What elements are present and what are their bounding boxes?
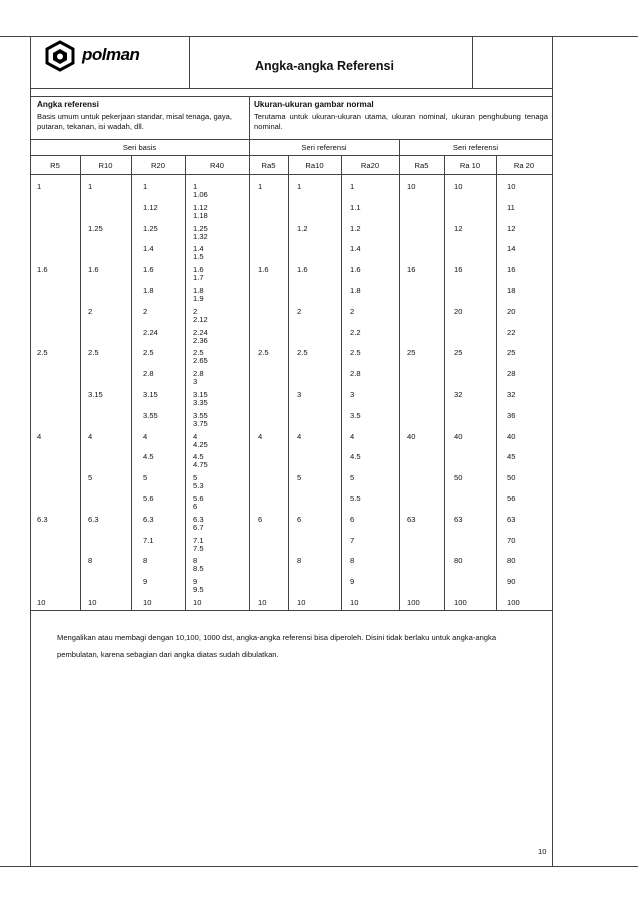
- cell-ra5: 1.6: [258, 265, 269, 275]
- cell-ra5b: 25: [407, 348, 416, 358]
- cell-ra20: 3.5: [350, 410, 361, 420]
- cell-r20: 4: [143, 431, 148, 441]
- cell-ra20b: 25: [507, 348, 516, 358]
- cell-r10: 4: [88, 431, 93, 441]
- cell-ra10: 4: [297, 431, 302, 441]
- cell-ra10b: 16: [454, 265, 463, 275]
- column-header-ra20: Ra20: [360, 161, 380, 170]
- cell-r20: 5.6: [143, 494, 154, 503]
- cell-r20: 9: [143, 577, 148, 587]
- cell-r10: 2.5: [88, 348, 99, 358]
- cell-r40: 4.5 4.75: [193, 452, 208, 470]
- cell-r10: 1: [88, 182, 93, 191]
- column-header-bottom: [30, 174, 552, 175]
- cell-ra20b: 100: [507, 598, 520, 607]
- cell-ra20b: 80: [507, 556, 516, 566]
- cell-r20: 4.5: [143, 452, 154, 462]
- cell-ra5: 10: [258, 598, 267, 607]
- col-divider-ra10: [341, 155, 342, 610]
- cell-r5: 10: [37, 598, 46, 607]
- col-divider-ra5: [288, 155, 289, 610]
- cell-ra20: 1.1: [350, 202, 361, 212]
- cell-r10: 8: [88, 556, 93, 566]
- cell-ra20: 6: [350, 514, 355, 524]
- cell-ra20b: 28: [507, 369, 516, 379]
- cell-r40: 7.1 7.5: [193, 535, 204, 553]
- cell-ra10: 3: [297, 390, 302, 399]
- column-header-r20: R20: [151, 161, 165, 170]
- cell-ra20b: 32: [507, 390, 516, 399]
- cell-ra20: 2: [350, 306, 355, 316]
- cell-ra10b: 25: [454, 348, 463, 358]
- cell-ra10: 1: [297, 182, 302, 191]
- column-header-r40: R40: [210, 161, 224, 170]
- cell-ra10b: 80: [454, 556, 463, 566]
- cell-ra5b: 10: [407, 182, 416, 191]
- cell-r20: 2.5: [143, 348, 154, 358]
- cell-ra20b: 40: [507, 431, 516, 441]
- header-divider-2: [472, 36, 473, 88]
- cell-r10: 1.6: [88, 265, 99, 275]
- cell-ra10b: 50: [454, 473, 463, 483]
- cell-r10: 2: [88, 306, 93, 316]
- cell-r40: 1.4 1.5: [193, 244, 204, 262]
- cell-r20: 8: [143, 556, 148, 566]
- cell-ra10: 1.6: [297, 265, 308, 275]
- cell-r20: 6.3: [143, 514, 154, 524]
- cell-r20: 7.1: [143, 535, 154, 545]
- cell-r40: 6.3 6.7: [193, 514, 204, 532]
- cell-ra10b: 40: [454, 431, 463, 441]
- cell-ra20b: 16: [507, 265, 516, 275]
- cell-r40: 5 5.3: [193, 473, 204, 491]
- cell-ra10: 5: [297, 473, 302, 483]
- cell-ra20b: 90: [507, 577, 516, 587]
- cell-r20: 1: [143, 182, 148, 191]
- top-page-rule: [0, 36, 638, 37]
- header-bottom-rule: [30, 88, 552, 89]
- cell-ra20b: 63: [507, 514, 516, 524]
- cell-ra20b: 45: [507, 452, 516, 462]
- column-header-ra5b: Ra5: [414, 161, 429, 170]
- column-header-ra10: Ra10: [305, 161, 324, 170]
- cell-r10: 1.25: [88, 223, 103, 233]
- cell-r20: 2.24: [143, 327, 158, 337]
- group-header-seri-referensi-1: Seri referensi: [301, 143, 347, 152]
- cell-ra5: 6: [258, 514, 263, 524]
- group-header-top: [30, 139, 552, 140]
- cell-r10: 10: [88, 598, 97, 607]
- cell-ra10b: 100: [454, 598, 467, 607]
- cell-r20: 1.25: [143, 223, 158, 233]
- cell-r20: 5: [143, 473, 148, 483]
- cell-r20: 1.4: [143, 244, 154, 254]
- cell-ra20b: 22: [507, 327, 516, 337]
- cell-ra20: 3: [350, 390, 355, 399]
- section-right-title: Ukuran-ukuran gambar normal: [254, 100, 374, 109]
- column-header-ra20b: Ra 20: [513, 161, 535, 170]
- cell-r40: 1.6 1.7: [193, 265, 204, 283]
- cell-r40: 5.6 6: [193, 494, 204, 511]
- cell-ra5: 4: [258, 431, 263, 441]
- group-header-bottom: [30, 155, 552, 156]
- cell-ra20: 1.2: [350, 223, 361, 233]
- cell-ra5b: 40: [407, 431, 416, 441]
- cell-ra5b: 63: [407, 514, 416, 524]
- cell-r40: 2 2.12: [193, 306, 208, 324]
- col-divider-ra10b: [496, 155, 497, 610]
- cell-r20: 2: [143, 306, 148, 316]
- section-left-text: Basis umum untuk pekerjaan standar, misal tenaga, gaya, putaran, tekanan, isi wadah, dll.: [37, 112, 233, 131]
- cell-ra20b: 36: [507, 410, 516, 420]
- cell-ra10: 6: [297, 514, 302, 524]
- cell-ra10: 2.5: [297, 348, 308, 358]
- cell-ra10b: 20: [454, 306, 463, 316]
- cell-r5: 6.3: [37, 514, 48, 524]
- cell-r5: 4: [37, 431, 42, 441]
- cell-ra10b: 12: [454, 223, 463, 233]
- cell-ra20: 2.2: [350, 327, 361, 337]
- cell-ra20: 9: [350, 577, 355, 587]
- cell-r10: 5: [88, 473, 93, 483]
- column-header-r10: R10: [98, 161, 113, 170]
- cell-r40: 3.55 3.75: [193, 410, 208, 428]
- cell-ra20: 8: [350, 556, 355, 566]
- cell-ra20: 1.4: [350, 244, 361, 254]
- cell-ra20b: 18: [507, 286, 516, 295]
- cell-ra20b: 20: [507, 306, 516, 316]
- cell-ra5b: 100: [407, 598, 420, 607]
- cell-ra10: 1.2: [297, 223, 308, 233]
- group-header-seri-basis: Seri basis: [122, 143, 157, 152]
- group-header-seri-referensi-2: Seri referensi: [452, 143, 499, 152]
- cell-ra20b: 14: [507, 244, 516, 254]
- cell-r40: 8 8.5: [193, 556, 204, 574]
- cell-ra5b: 16: [407, 265, 416, 275]
- cell-r40: 2.5 2.65: [193, 348, 208, 366]
- cell-ra20b: 12: [507, 223, 516, 233]
- cell-ra5: 1: [258, 182, 263, 191]
- cell-ra20: 2.5: [350, 348, 361, 358]
- polman-logo-icon: [44, 40, 76, 72]
- bottom-page-rule: [0, 866, 638, 867]
- cell-ra10: 8: [297, 556, 302, 566]
- cell-ra20: 5: [350, 473, 355, 483]
- cell-r5: 1.6: [37, 265, 48, 275]
- cell-r40: 4 4.25: [193, 431, 208, 449]
- cell-r5: 1: [37, 182, 42, 191]
- section-right-text: Terutama untuk ukuran-ukuran utama, ukuran nominal, ukuran penghubung tenaga nominal.: [254, 112, 548, 131]
- cell-r20: 10: [143, 598, 152, 607]
- cell-ra20: 4.5: [350, 452, 361, 462]
- cell-r40: 1.12 1.18: [193, 202, 208, 220]
- cell-ra10b: 32: [454, 390, 463, 399]
- cell-ra20b: 56: [507, 494, 516, 503]
- cell-r40: 1.25 1.32: [193, 223, 208, 241]
- cell-ra20b: 10: [507, 182, 516, 191]
- footnote: Mengalikan atau membagi dengan 10,100, 1000 dst, angka-angka referensi bisa diperoleh. Disini tidak berlaku untuk angka-angka pembulatan, karena sebagian dari angka diatas sudah dibulatkan.: [57, 633, 497, 659]
- cell-ra20b: 11: [507, 202, 515, 212]
- polman-logo: [44, 40, 184, 70]
- cell-ra20: 1: [350, 182, 355, 191]
- cell-r20: 1.8: [143, 286, 154, 295]
- cell-r20: 3.55: [143, 410, 158, 420]
- cell-r40: 9 9.5: [193, 577, 204, 595]
- cell-ra20: 5.5: [350, 494, 361, 503]
- cell-ra20: 7: [350, 535, 355, 545]
- cell-ra20b: 70: [507, 535, 516, 545]
- cell-ra10: 2: [297, 306, 302, 316]
- column-header-ra5: Ra5: [261, 161, 276, 170]
- col-divider-r5: [80, 155, 81, 610]
- cell-ra10b: 10: [454, 182, 463, 191]
- cell-r10: 3.15: [88, 390, 103, 399]
- cell-r40: 3.15 3.35: [193, 390, 208, 407]
- section-left-title: Angka referensi: [37, 100, 99, 109]
- page-title: Angka-angka Referensi: [255, 59, 394, 73]
- cell-ra10: 10: [297, 598, 306, 607]
- cell-r5: 2.5: [37, 348, 48, 358]
- col-divider-ra5b: [444, 155, 445, 610]
- cell-ra20: 1.6: [350, 265, 361, 275]
- cell-ra20b: 50: [507, 473, 516, 483]
- col-divider-r20: [185, 155, 186, 610]
- cell-r40: 1.8 1.9: [193, 286, 204, 303]
- table-bottom: [30, 610, 552, 611]
- cell-r40: 2.24 2.36: [193, 327, 208, 345]
- cell-ra10b: 63: [454, 514, 463, 524]
- frame-right: [552, 36, 553, 866]
- cell-r20: 2.8: [143, 369, 154, 379]
- cell-ra5: 2.5: [258, 348, 269, 358]
- cell-r40: 1 1.06: [193, 182, 208, 199]
- cell-r10: 6.3: [88, 514, 99, 524]
- header-divider-1: [189, 36, 190, 88]
- header-bottom-rule-2: [30, 96, 552, 97]
- cell-r20: 1.12: [143, 202, 158, 212]
- cell-r40: 10: [193, 598, 202, 607]
- group-divider: [399, 139, 400, 610]
- column-header-ra10b: Ra 10: [459, 161, 481, 170]
- logo-text: polman: [82, 45, 140, 64]
- cell-r20: 3.15: [143, 390, 158, 399]
- cell-ra20: 10: [350, 598, 359, 607]
- cell-ra20: 2.8: [350, 369, 361, 379]
- column-header-r5: R5: [50, 161, 60, 170]
- cell-ra20: 1.8: [350, 286, 361, 295]
- page-number: 10: [538, 847, 547, 856]
- cell-ra20: 4: [350, 431, 355, 441]
- cell-r40: 2.8 3: [193, 369, 204, 387]
- cell-r20: 1.6: [143, 265, 154, 275]
- col-divider-r10: [131, 155, 132, 610]
